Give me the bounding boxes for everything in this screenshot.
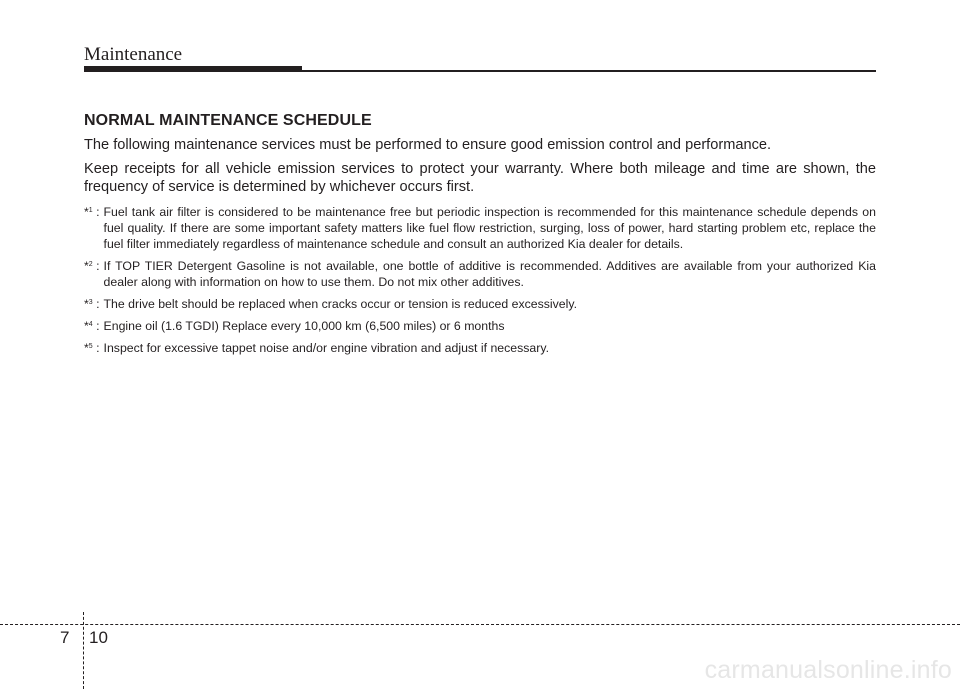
footnote-3: [84, 296, 876, 312]
footnote-text: Fuel tank air filter is considered to be maintenance free but periodic inspection is recommended for this maintenance schedule depends on fuel quality. If there are some important safety matters like fuel flow restriction, surging, loss of power, hard starting problem etc, replace the fuel filter immediately regardless of maintenance schedule and consult an authorized Kia dealer for details.: [103, 205, 876, 251]
footnote-marker: *$^1$ :: [84, 205, 100, 219]
footnote-text: Inspect for excessive tappet noise and/or engine vibration and adjust if necessary.: [103, 341, 550, 355]
section-header: Maintenance: [84, 44, 183, 65]
header-rule-thick: [84, 66, 302, 72]
footer-divider: [0, 624, 960, 625]
footnote-marker: *$^4$ :: [84, 319, 100, 333]
footnote-2: [84, 258, 876, 290]
page-heading: NORMAL MAINTENANCE SCHEDULE: [84, 112, 372, 129]
page-number: 10: [89, 628, 108, 647]
chapter-number: 7: [60, 628, 70, 647]
footnote-marker: *$^2$ :: [84, 259, 100, 273]
footnote-4: [84, 318, 876, 334]
main-content: [84, 112, 876, 362]
footnote-text: The drive belt should be replaced when cracks occur or tension is reduced excessively.: [103, 297, 577, 311]
footnote-1: [84, 204, 876, 252]
footnote-text: If TOP TIER Detergent Gasoline is not available, one bottle of additive is recommended. Additives are available from your authorized Kia dealer along with information on how to use them. Do not mix other additives.: [103, 259, 876, 289]
footnote-text: Engine oil (1.6 TGDI) Replace every 10,000 km (6,500 miles) or 6 months: [103, 319, 505, 333]
watermark: carmanualsonline.info: [704, 656, 952, 684]
footnote-5: [84, 340, 876, 356]
footnotes: [84, 204, 876, 356]
intro-paragraph: The following maintenance services must be performed to ensure good emission control and performance.: [84, 137, 772, 153]
receipts-paragraph: Keep receipts for all vehicle emission services to protect your warranty. Where both mileage and time are shown, the frequency of service is determined by whichever occurs first.: [84, 161, 876, 195]
footer-vertical-divider: [83, 612, 84, 689]
footnote-marker: *$^5$ :: [84, 341, 100, 355]
header-rule-thin: [302, 70, 876, 72]
footnote-marker: *$^3$ :: [84, 297, 100, 311]
